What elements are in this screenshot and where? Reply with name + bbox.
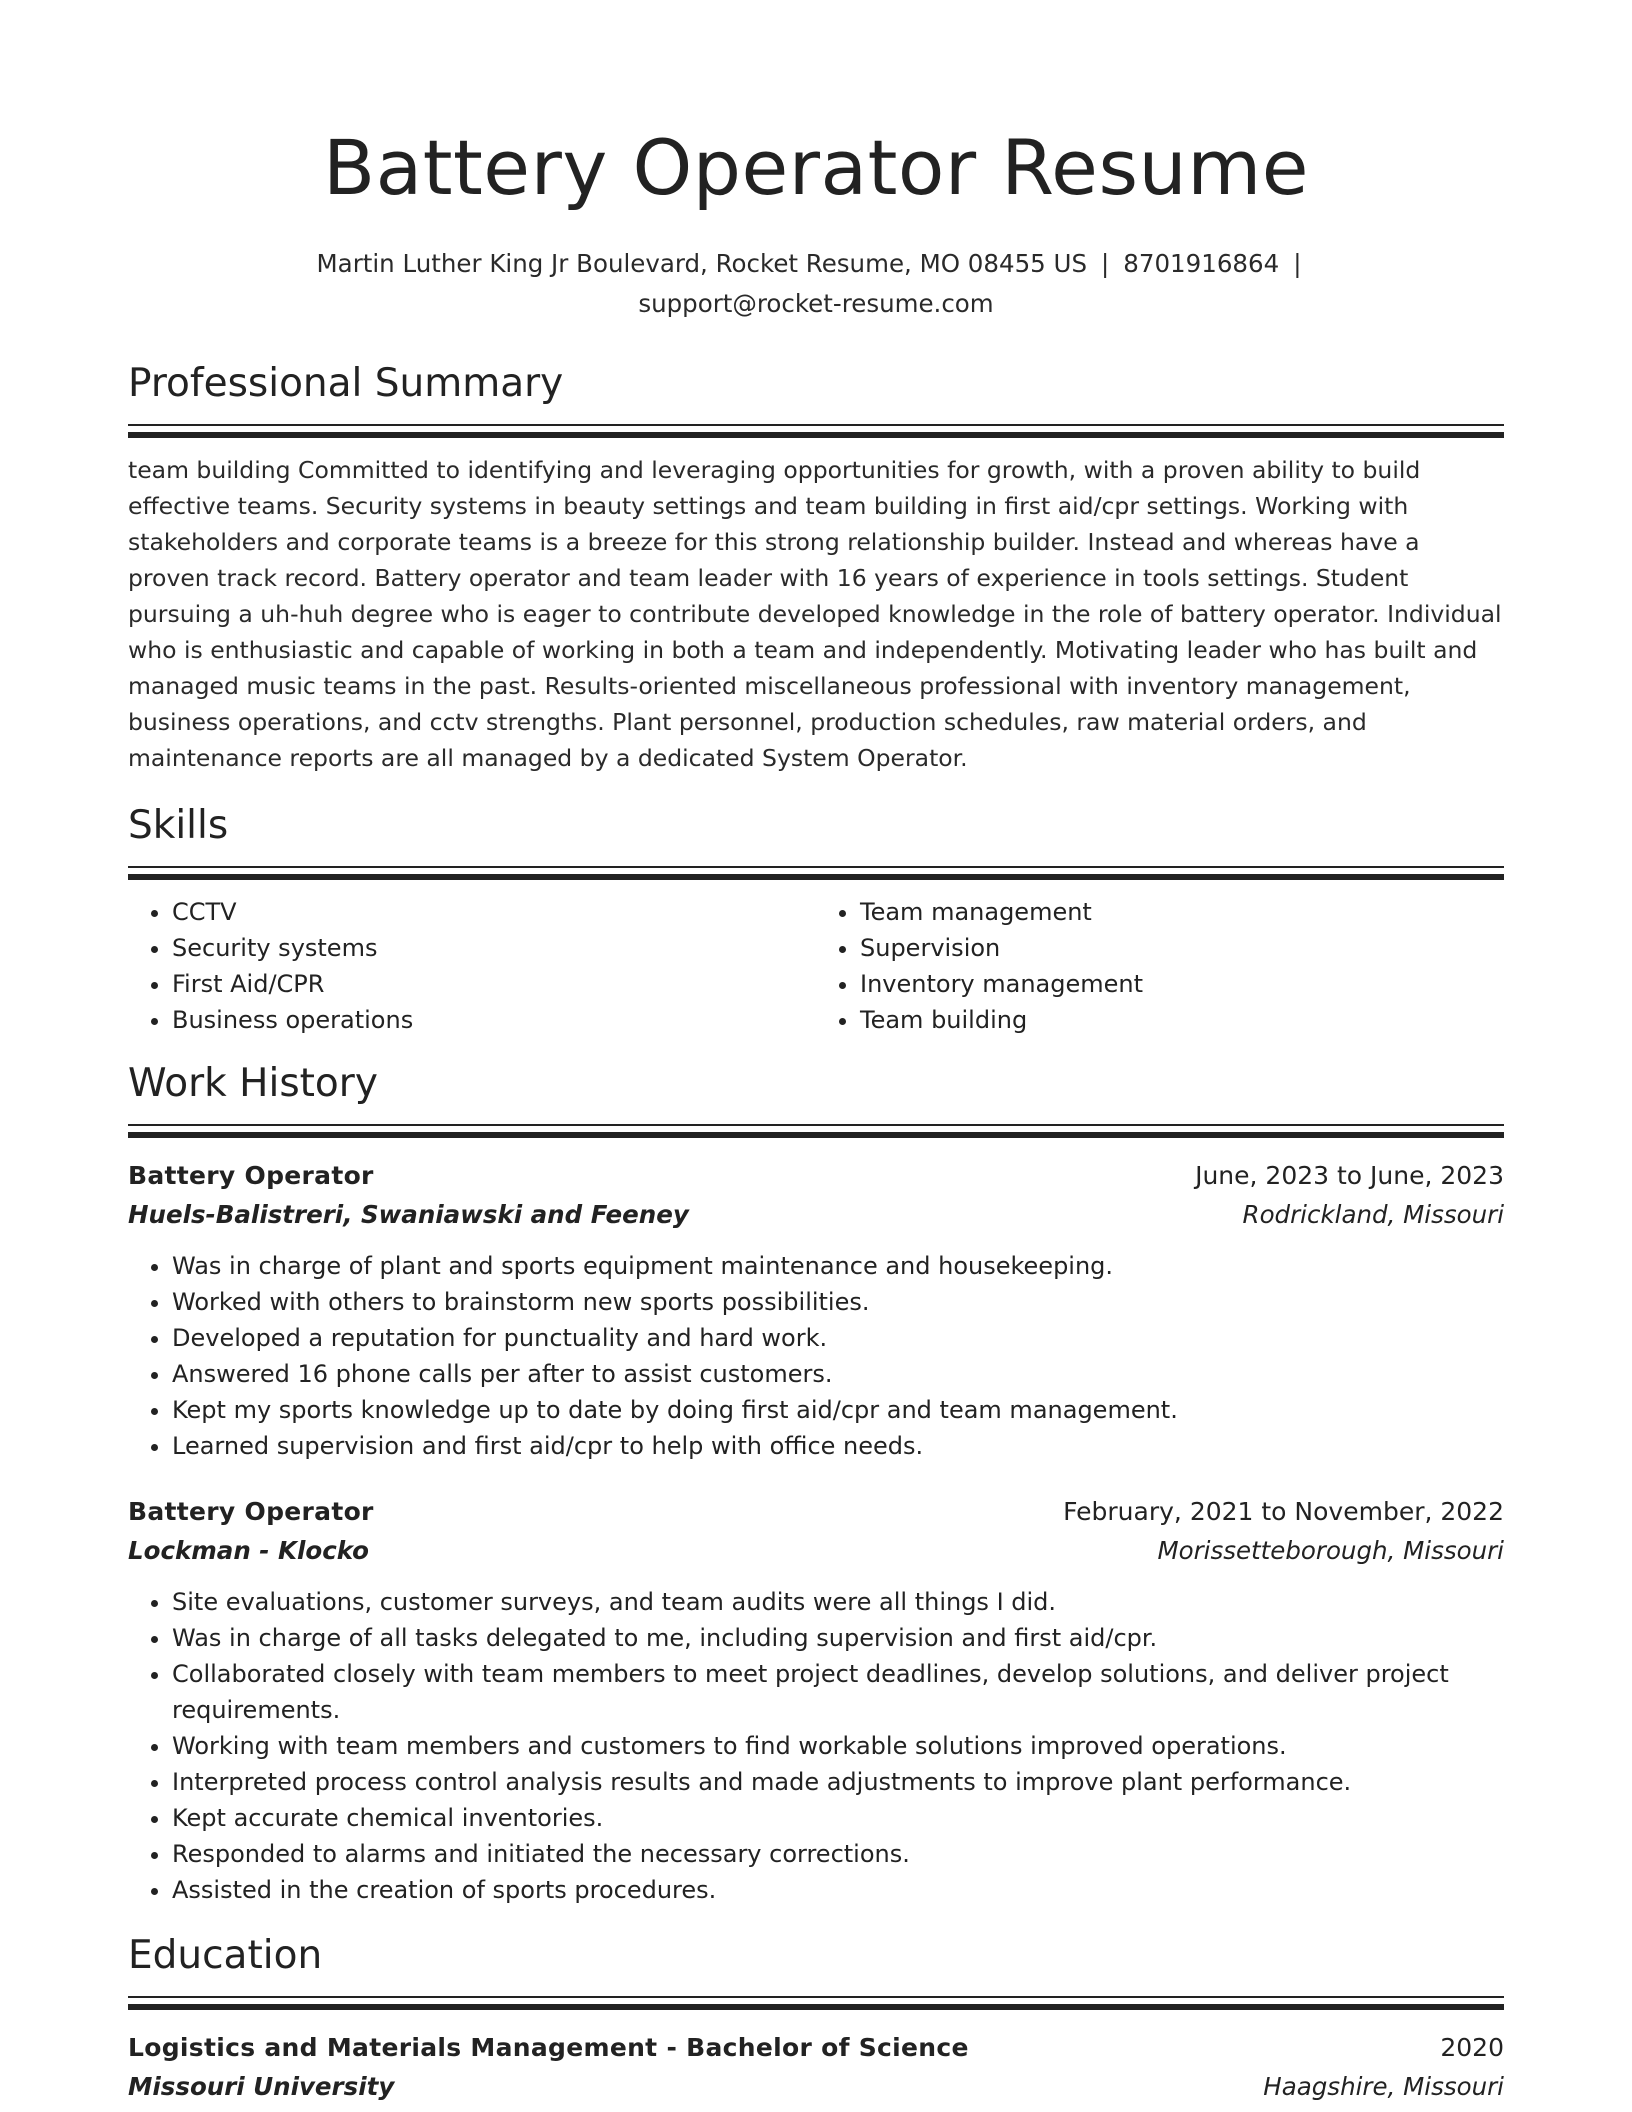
job-bullets xyxy=(128,1248,1504,1464)
contact-info xyxy=(128,244,1504,324)
job-company: Huels-Balistreri, Swaniawski and Feeney xyxy=(128,1199,689,1229)
section-title-education: Education xyxy=(128,1932,323,1978)
resume-title: Battery Operator Resume xyxy=(323,123,1309,212)
education-school: Missouri University xyxy=(128,2071,395,2101)
job-bullet: • Working with team members and customers to find workable solutions improved operations. xyxy=(172,1728,1504,1764)
job-bullet: • Developed a reputation for punctuality and hard work. xyxy=(172,1320,1504,1356)
summary-text: team building Committed to identifying and leveraging opportunities for growth, with a proven ability to build effective teams. Security systems in beauty settings and team building in first aid/cpr settings. Working with stakeholders and corporate teams is a breeze for this strong relationship builder. Instead and whereas have a proven track record. Battery operator and team leader with 16 years of experience in tools settings. Student pursuing a uh-huh degree who is eager to contribute developed knowledge in the role of battery operator. Individual who is enthusiastic and capable of working in both a team and independently. Motivating leader who has built and managed music teams in the past. Results-oriented miscellaneous professional with inventory management, business operations, and cctv strengths. Plant personnel, production schedules, raw material orders, and maintenance reports are all managed by a dedicated System Operator. xyxy=(128,456,1502,772)
job-bullet: • Kept my sports knowledge up to date by doing first aid/cpr and team management. xyxy=(172,1392,1504,1428)
section-title-summary: Professional Summary xyxy=(128,361,564,406)
job-bullet: • Interpreted process control analysis results and made adjustments to improve plant performance. xyxy=(172,1764,1504,1800)
job-bullet: • Worked with others to brainstorm new sports possibilities. xyxy=(172,1284,1504,1320)
job-bullet: • Kept accurate chemical inventories. xyxy=(172,1800,1504,1836)
contact-address: Martin Luther King Jr Boulevard, Rocket Resume, MO 08455 US xyxy=(316,249,1088,278)
skill-item: • Inventory management xyxy=(860,966,1504,1002)
education-year: 2020 xyxy=(1440,2032,1504,2062)
section-divider xyxy=(128,1132,1504,1138)
section-divider xyxy=(128,432,1504,438)
section-title-skills: Skills xyxy=(128,802,229,848)
job-entry xyxy=(128,1492,1504,1908)
contact-email: support@rocket-resume.com xyxy=(638,289,994,318)
skill-item: • CCTV xyxy=(172,894,816,930)
job-dates: February, 2021 to November, 2022 xyxy=(1063,1496,1504,1526)
skills-section xyxy=(128,800,1504,1038)
work-history-section xyxy=(128,1058,1504,1908)
skills-column-right xyxy=(816,894,1504,1038)
job-bullets xyxy=(128,1584,1504,1908)
job-dates: June, 2023 to June, 2023 xyxy=(1195,1160,1504,1190)
job-bullet: • Learned supervision and first aid/cpr to help with office needs. xyxy=(172,1428,1504,1464)
job-bullet: • Site evaluations, customer surveys, and team audits were all things I did. xyxy=(172,1584,1504,1620)
contact-separator: | xyxy=(1101,249,1110,278)
section-divider xyxy=(128,424,1504,426)
section-divider xyxy=(128,874,1504,880)
contact-separator: | xyxy=(1293,249,1302,278)
job-bullet: • Assisted in the creation of sports procedures. xyxy=(172,1872,1504,1908)
job-bullet: • Responded to alarms and initiated the necessary corrections. xyxy=(172,1836,1504,1872)
skill-item: • First Aid/CPR xyxy=(172,966,816,1002)
section-title-work: Work History xyxy=(128,1060,378,1106)
job-title: Battery Operator xyxy=(128,1160,374,1190)
education-section xyxy=(128,1930,1504,2106)
skills-column-left xyxy=(128,894,816,1038)
section-divider xyxy=(128,866,1504,868)
education-degree: Logistics and Materials Management - Bachelor of Science xyxy=(128,2032,969,2062)
section-divider xyxy=(128,2004,1504,2010)
job-entry xyxy=(128,1156,1504,1464)
skills-list xyxy=(128,894,1504,1038)
education-entry xyxy=(128,2028,1504,2106)
skill-item: • Supervision xyxy=(860,930,1504,966)
job-bullet: • Was in charge of all tasks delegated to me, including supervision and first aid/cpr. xyxy=(172,1620,1504,1656)
section-divider xyxy=(128,1124,1504,1126)
skill-item: • Team management xyxy=(860,894,1504,930)
job-location: Morissetteborough, Missouri xyxy=(1157,1535,1504,1565)
education-location: Haagshire, Missouri xyxy=(1263,2071,1504,2101)
skill-item: • Security systems xyxy=(172,930,816,966)
skill-item: • Team building xyxy=(860,1002,1504,1038)
job-company: Lockman - Klocko xyxy=(128,1535,369,1565)
job-bullet: • Was in charge of plant and sports equipment maintenance and housekeeping. xyxy=(172,1248,1504,1284)
summary-section xyxy=(128,358,1504,776)
skill-item: • Business operations xyxy=(172,1002,816,1038)
job-location: Rodrickland, Missouri xyxy=(1242,1199,1504,1229)
section-divider xyxy=(128,1996,1504,1998)
contact-phone: 8701916864 xyxy=(1123,249,1280,278)
job-title: Battery Operator xyxy=(128,1496,374,1526)
job-bullet: • Answered 16 phone calls per after to assist customers. xyxy=(172,1356,1504,1392)
job-bullet: • Collaborated closely with team members to meet project deadlines, develop solutions, and deliver project requirements. xyxy=(172,1656,1504,1728)
